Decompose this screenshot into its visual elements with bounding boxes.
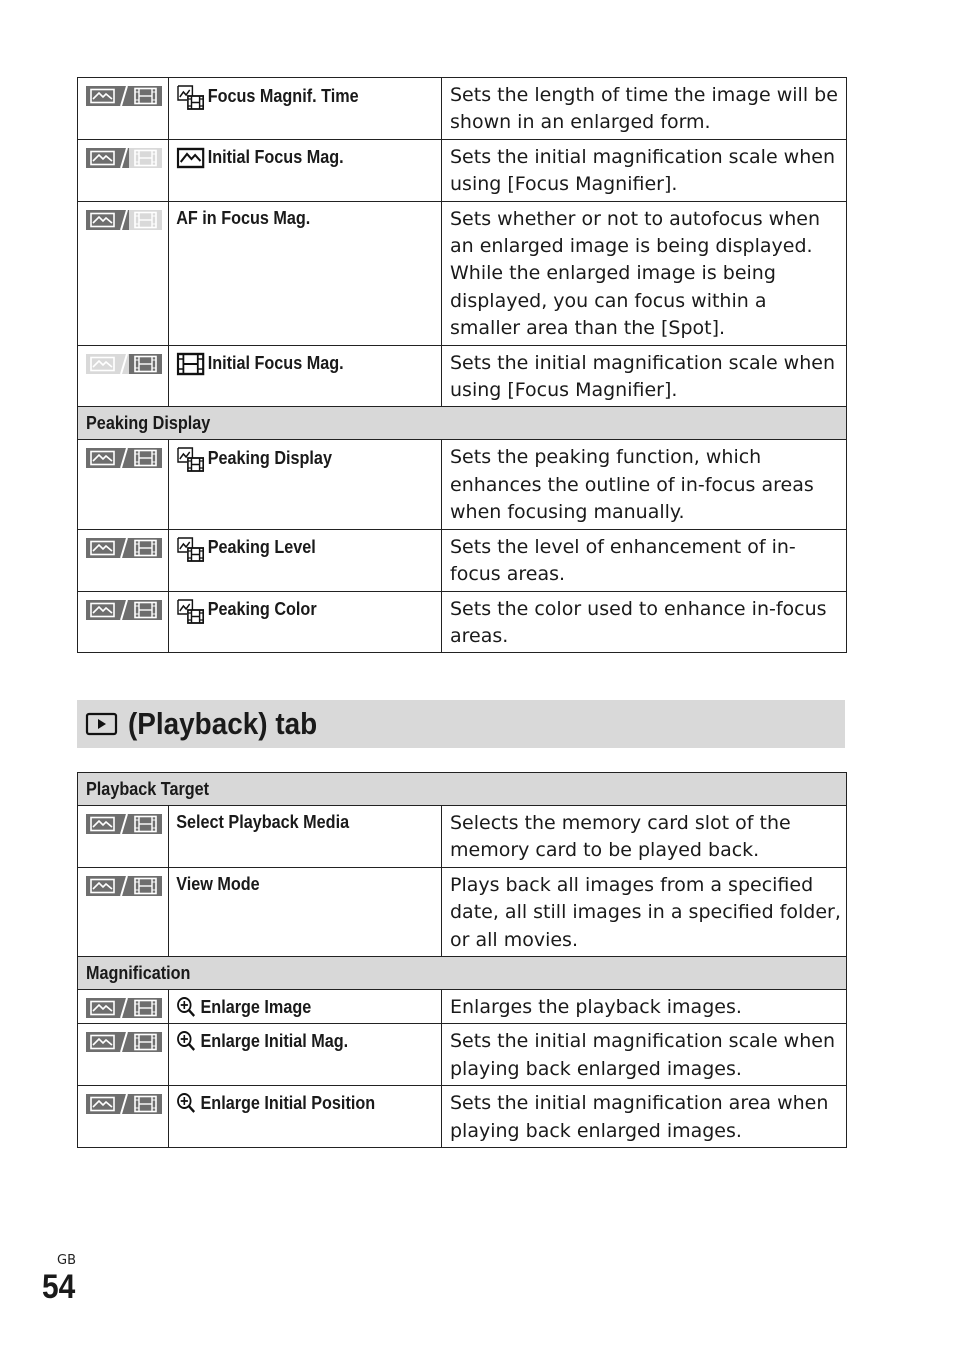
mode-badge — [86, 1032, 168, 1052]
setting-name-text: Enlarge Image — [200, 996, 312, 1017]
still-movie-icon — [176, 446, 203, 470]
movie-mode-icon — [129, 1032, 162, 1052]
zoom-in-icon — [176, 1030, 196, 1052]
movie-icon — [176, 352, 203, 376]
section-header-row — [78, 407, 847, 440]
movie-mode-icon — [129, 538, 162, 558]
setting-description: Enlarges the playback images. — [450, 996, 742, 1019]
setting-name-text: Select Playback Media — [176, 812, 350, 832]
movie-mode-icon — [129, 600, 162, 620]
section-header-row — [78, 773, 847, 806]
slash-separator — [119, 538, 129, 558]
setting-name — [169, 78, 414, 108]
slash-separator — [119, 210, 129, 230]
slash-separator — [119, 354, 129, 374]
setting-description: Sets the initial magnification scale when playing back enlarged images. — [450, 1030, 835, 1080]
playback-tab-title: (Playback) tab — [128, 706, 318, 741]
still-movie-icon — [176, 84, 203, 108]
setting-name — [169, 806, 414, 833]
setting-name — [169, 868, 414, 895]
slash-separator — [119, 998, 129, 1018]
mode-badge — [86, 86, 168, 106]
table-row — [78, 806, 847, 868]
setting-name-text: Focus Magnif. Time — [207, 85, 359, 106]
still-mode-icon — [86, 998, 119, 1018]
table-row — [78, 139, 847, 201]
still-mode-icon — [86, 600, 119, 620]
table-row — [78, 867, 847, 956]
setting-name-text: AF in Focus Mag. — [176, 207, 311, 228]
still-mode-icon — [86, 1032, 119, 1052]
setting-name-text: Initial Focus Mag. — [207, 353, 344, 374]
setting-name-text: Peaking Color — [207, 599, 317, 619]
mode-badge — [86, 876, 168, 896]
setting-name-text: Peaking Level — [207, 537, 316, 558]
movie-mode-icon — [129, 354, 162, 374]
section-title: Playback Target — [86, 778, 210, 799]
movie-mode-icon — [129, 876, 162, 896]
movie-mode-icon — [129, 1094, 162, 1114]
table-row — [78, 78, 847, 140]
setting-description: Sets the initial magnification scale when using [Focus Magnifier]. — [450, 351, 835, 402]
movie-mode-icon — [129, 148, 162, 168]
setting-name — [169, 202, 414, 229]
section-title: Magnification — [86, 962, 191, 983]
settings-table-focus — [77, 77, 847, 653]
movie-mode-icon — [129, 814, 162, 834]
still-icon — [176, 146, 203, 170]
mode-badge — [86, 354, 168, 374]
mode-badge — [86, 998, 168, 1018]
movie-mode-icon — [129, 998, 162, 1018]
table-row — [78, 201, 847, 345]
setting-description: Sets the color used to enhance in-focus areas. — [450, 597, 827, 647]
mode-badge — [86, 600, 168, 620]
setting-name — [169, 990, 414, 1018]
slash-separator — [119, 86, 129, 106]
section-header-row — [78, 957, 847, 990]
movie-mode-icon — [129, 86, 162, 106]
table-row — [78, 345, 847, 407]
still-mode-icon — [86, 876, 119, 896]
still-mode-icon — [86, 210, 119, 230]
zoom-in-icon — [176, 996, 196, 1018]
still-mode-icon — [86, 86, 119, 106]
playback-tab-header — [77, 700, 845, 748]
slash-separator — [119, 600, 129, 620]
mode-badge — [86, 538, 168, 558]
setting-description: Sets whether or not to autofocus when an enlarged image is being displayed. While the enlarged image is being displayed, you can focus within a smaller area than the [Spot]. — [450, 207, 820, 340]
still-mode-icon — [86, 1094, 119, 1114]
setting-name — [169, 592, 414, 622]
still-mode-icon — [86, 814, 119, 834]
section-title: Peaking Display — [86, 412, 211, 433]
slash-separator — [119, 148, 129, 168]
setting-description: Plays back all images from a specified date, all still images in a specified folder, or all movies. — [450, 873, 841, 951]
table-row — [78, 990, 847, 1024]
mode-badge — [86, 1094, 168, 1114]
still-mode-icon — [86, 538, 119, 558]
setting-name-text: Enlarge Initial Position — [200, 1092, 376, 1113]
page-region-code: GB — [57, 1253, 76, 1268]
still-mode-icon — [86, 148, 119, 168]
table-row — [78, 1086, 847, 1148]
setting-name — [169, 530, 414, 560]
slash-separator — [119, 876, 129, 896]
setting-description: Sets the length of time the image will be shown in an enlarged form. — [450, 84, 838, 134]
settings-table-playback — [77, 772, 847, 1148]
movie-mode-icon — [129, 448, 162, 468]
setting-name-text: Peaking Display — [207, 447, 332, 468]
slash-separator — [119, 1094, 129, 1114]
mode-badge — [86, 148, 168, 168]
setting-name-text: View Mode — [176, 873, 260, 894]
table-row — [78, 1024, 847, 1086]
mode-badge — [86, 210, 168, 230]
setting-name — [169, 1086, 414, 1114]
slash-separator — [119, 1032, 129, 1052]
table-row — [78, 591, 847, 653]
zoom-in-icon — [176, 1092, 196, 1114]
setting-description: Sets the initial magnification scale when using [Focus Magnifier]. — [450, 145, 835, 196]
setting-name-text: Enlarge Initial Mag. — [200, 1030, 349, 1051]
still-movie-icon — [176, 598, 203, 622]
setting-name-text: Initial Focus Mag. — [207, 147, 344, 168]
setting-name — [169, 140, 414, 170]
table-row — [78, 440, 847, 529]
setting-description: Sets the peaking function, which enhances the outline of in-focus areas when focusing manually. — [450, 446, 814, 524]
setting-name — [169, 346, 414, 376]
setting-name — [169, 440, 414, 470]
movie-mode-icon — [129, 210, 162, 230]
table-row — [78, 529, 847, 591]
setting-description: Selects the memory card slot of the memory card to be played back. — [450, 812, 791, 862]
play-icon — [85, 711, 119, 737]
still-movie-icon — [176, 536, 203, 560]
mode-badge — [86, 814, 168, 834]
setting-description: Sets the initial magnification area when playing back enlarged images. — [450, 1092, 829, 1142]
page-number: 54 — [42, 1268, 76, 1306]
slash-separator — [119, 448, 129, 468]
mode-badge — [86, 448, 168, 468]
setting-description: Sets the level of enhancement of in-focus areas. — [450, 535, 796, 586]
setting-name — [169, 1024, 414, 1052]
still-mode-icon — [86, 448, 119, 468]
slash-separator — [119, 814, 129, 834]
still-mode-icon — [86, 354, 119, 374]
